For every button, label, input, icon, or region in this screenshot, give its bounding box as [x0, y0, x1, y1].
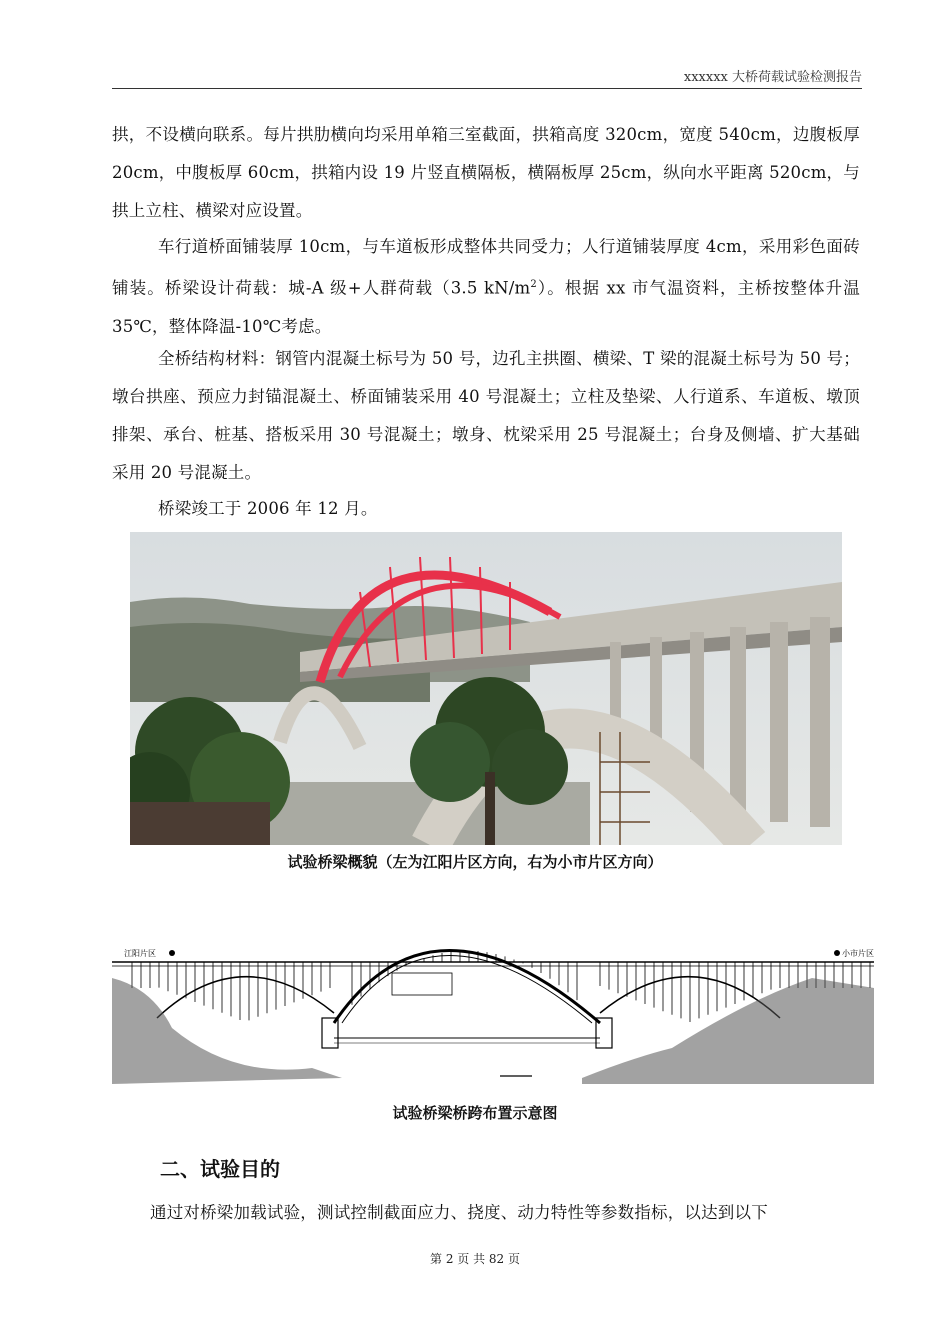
page-footer: 第 2 页 共 82 页 [430, 1252, 520, 1266]
figure-1-caption: 试验桥梁概貌（左为江阳片区方向，右为小市片区方向） [287, 853, 663, 871]
paragraph-5: 通过对桥梁加载试验，测试控制截面应力、挠度、动力特性等参数指标，以达到以下 [150, 1203, 768, 1222]
header-title: xxxxxx 大桥荷载试验检测报告 [683, 70, 862, 85]
paragraph-2-part-b: ）。根据 xx 市气温资料，主桥按整体升温 35℃，整体降温-10℃考虑。 [112, 278, 860, 336]
section-heading: 二、试验目的 [160, 1157, 280, 1181]
paragraph-3: 全桥结构材料：钢管内混凝土标号为 50 号，边孔主拱圈、横梁、T 梁的混凝土标号为 50 号；墩台拱座、预应力封锚混凝土、桥面铺装采用 40 号混凝土；立柱及垫梁、人行道系、车道板、墩顶排架、承台、桩基、搭板采用 30 号混凝土；墩身、枕梁采用 25 号混凝土；台身及侧墙、扩大基础采用 20 号混凝土。 [112, 349, 860, 482]
paragraph-2 [112, 228, 860, 346]
left-end-label: 江阳片区 [124, 949, 156, 958]
bridge-photo [130, 532, 842, 845]
right-end-label: 小市片区 [842, 949, 874, 958]
figure-2-caption: 试验桥梁桥跨布置示意图 [392, 1104, 558, 1122]
paragraph-2-part-a: 车行道桥面铺装厚 10cm，与车道板形成整体共同受力；人行道铺装厚度 4cm，采用彩色面砖铺装。桥梁设计荷载：城-A 级+人群荷载（3.5 kN/m [112, 237, 860, 298]
superscript: 2 [530, 279, 537, 290]
page-header [112, 62, 862, 89]
paragraph-4: 桥梁竣工于 2006 年 12 月。 [158, 499, 378, 518]
paragraph-1: 拱，不设横向联系。每片拱肋横向均采用单箱三室截面，拱箱高度 320cm，宽度 540cm，边腹板厚 20cm，中腹板厚 60cm，拱箱内设 19 片竖直横隔板，横隔板厚 25cm，纵向水平距离 520cm，与拱上立柱、横梁对应设置。 [112, 125, 860, 220]
bridge-span-diagram [112, 918, 874, 1084]
